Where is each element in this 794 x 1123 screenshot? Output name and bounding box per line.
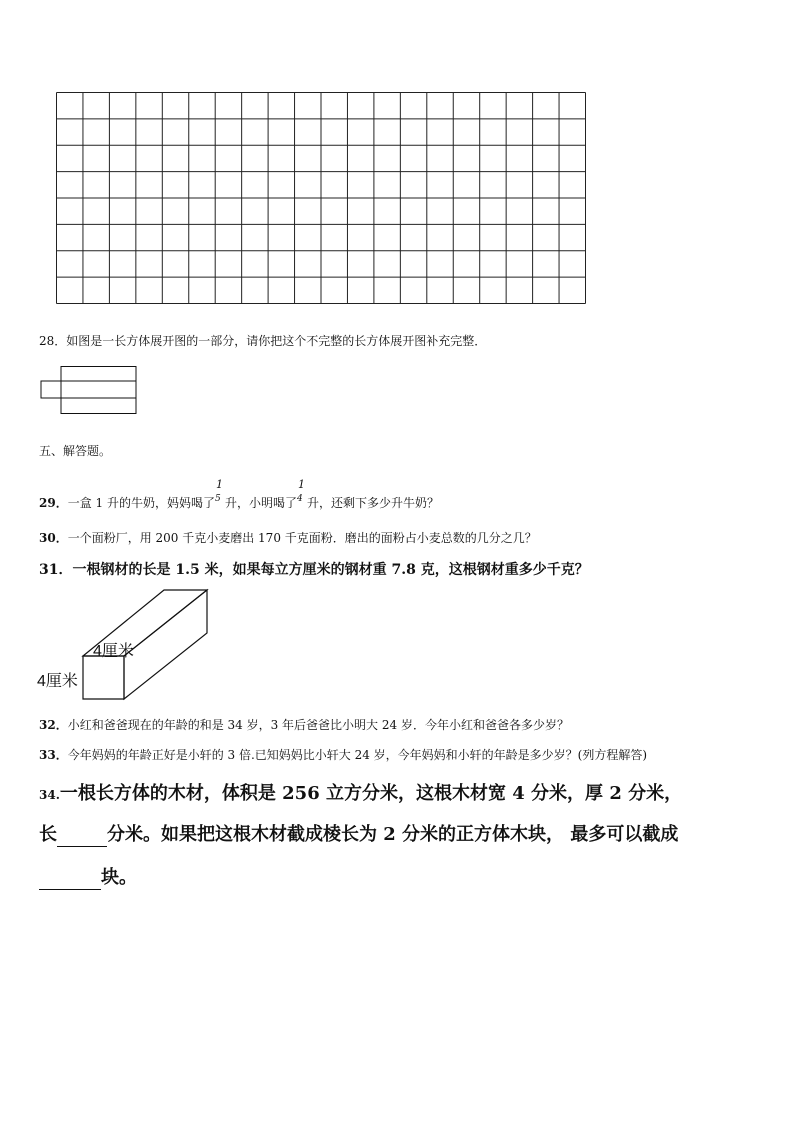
answer-grid bbox=[56, 92, 586, 304]
question-32 bbox=[39, 717, 569, 733]
question-text: 一根长方体的木材，体积是 256 立方分米，这根木材宽 4 分米，厚 2 分米， bbox=[59, 783, 683, 804]
question-30 bbox=[39, 530, 537, 546]
question-number: 30． bbox=[39, 531, 68, 545]
question-number: 29． bbox=[39, 496, 68, 510]
question-33 bbox=[39, 747, 647, 763]
answer-blank-length[interactable] bbox=[57, 826, 107, 847]
question-text: 块。 bbox=[101, 867, 137, 888]
question-number: 31． bbox=[39, 562, 73, 578]
fraction-denominator: 5 bbox=[214, 494, 221, 504]
question-text: 如图是一长方体展开图的一部分，请你把这个不完整的长方体展开图补充完整． bbox=[66, 334, 487, 348]
fraction-1 bbox=[214, 478, 225, 511]
question-text: 分米。如果把这根木材截成棱长为 2 分米的正方体木块， 最多可以截成 bbox=[107, 824, 679, 845]
question-29 bbox=[39, 478, 439, 511]
fraction-2 bbox=[296, 478, 307, 511]
question-number: 34. bbox=[39, 788, 60, 802]
question-number: 28． bbox=[39, 334, 67, 348]
question-text-part2: 升，小明喝了 bbox=[224, 496, 297, 510]
question-34-line2 bbox=[39, 823, 678, 847]
answer-blank-count[interactable] bbox=[39, 869, 101, 890]
question-text-part1: 一盒 1 升的牛奶，妈妈喝了 bbox=[67, 496, 215, 510]
question-34-line1 bbox=[39, 782, 682, 807]
section-title: 五、解答题。 bbox=[39, 444, 112, 458]
question-number: 33． bbox=[39, 748, 68, 762]
question-text: 小红和爸爸现在的年龄的和是 34 岁，3 年后爸爸比小明大 24 岁．今年小红和爸爸各多少岁？ bbox=[67, 718, 569, 732]
fraction-denominator: 4 bbox=[296, 494, 303, 504]
question-text: 一根钢材的长是 1.5 米，如果每立方厘米的钢材重 7.8 克，这根钢材重多少千克？ bbox=[72, 562, 589, 578]
question-text-part3: 升，还剩下多少升牛奶？ bbox=[306, 496, 439, 510]
question-31 bbox=[39, 561, 589, 579]
question-34-line3 bbox=[39, 866, 137, 890]
fraction-numerator: 1 bbox=[215, 478, 223, 491]
cuboid-label-top: 4厘米 bbox=[93, 643, 134, 660]
question-text: 今年妈妈的年龄正好是小轩的 3 倍.已知妈妈比小轩大 24 岁，今年妈妈和小轩的年龄是多少岁？(列方程解答) bbox=[67, 748, 648, 762]
question-number: 32． bbox=[39, 718, 68, 732]
cuboid-label-left: 4厘米 bbox=[37, 673, 78, 690]
fraction-numerator: 1 bbox=[297, 478, 305, 491]
cuboid-net-diagram bbox=[40, 366, 140, 416]
question-28 bbox=[39, 333, 486, 349]
question-text: 长 bbox=[39, 824, 57, 845]
question-text: 一个面粉厂，用 200 千克小麦磨出 170 千克面粉．磨出的面粉占小麦总数的几分之几？ bbox=[67, 531, 537, 545]
